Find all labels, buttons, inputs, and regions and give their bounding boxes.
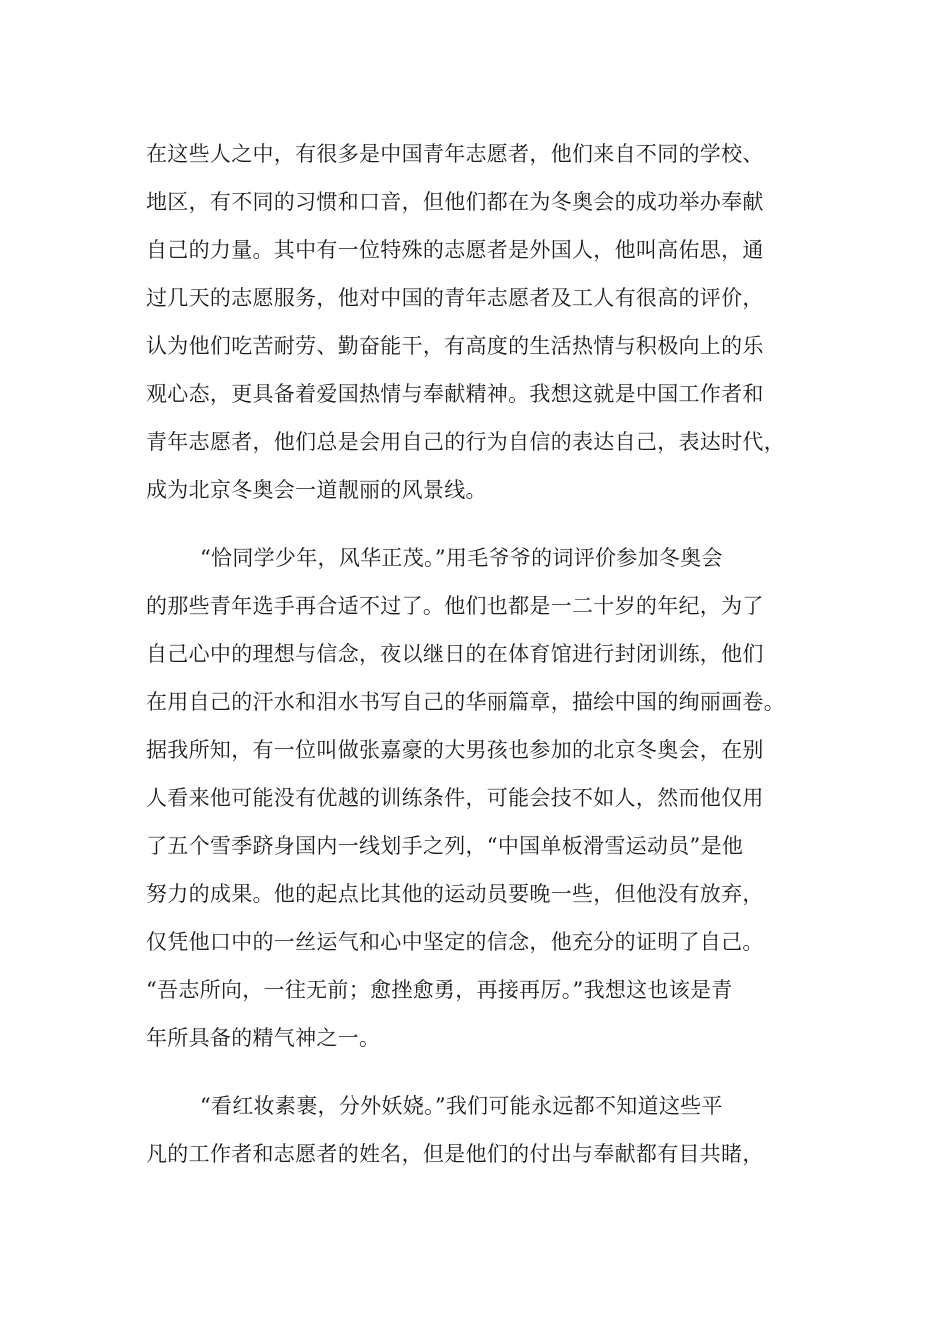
paragraph-1-line-8: 成为北京冬奥会一道靓丽的风景线。: [146, 478, 487, 502]
paragraph-1-line-7: 青年志愿者，他们总是会用自己的行为自信的表达自己，表达时代，: [146, 430, 785, 454]
paragraph-1-line-1: 在这些人之中，有很多是中国青年志愿者，他们来自不同的学校、: [146, 142, 764, 166]
paragraph-2-line-7: 了五个雪季跻身国内一线划手之列，“中国单板滑雪运动员”是他: [146, 834, 744, 858]
paragraph-2-line-1: “恰同学少年，风华正茂。”用毛爷爷的词评价参加冬奥会: [200, 546, 723, 570]
paragraph-3-line-2: 凡的工作者和志愿者的姓名，但是他们的付出与奉献都有目共睹，: [146, 1142, 764, 1166]
paragraph-2-line-11: 年所具备的精气神之一。: [146, 1026, 381, 1050]
paragraph-3-line-1: “看红妆素裹，分外妖娆。”我们可能永远都不知道这些平: [200, 1094, 723, 1118]
paragraph-1-line-2: 地区，有不同的习惯和口音，但他们都在为冬奥会的成功举办奉献: [146, 190, 764, 214]
paragraph-1-line-4: 过几天的志愿服务，他对中国的青年志愿者及工人有很高的评价，: [146, 286, 764, 310]
paragraph-1-line-5: 认为他们吃苦耐劳、勤奋能干，有高度的生活热情与积极向上的乐: [146, 334, 764, 358]
paragraph-2-line-2: 的那些青年选手再合适不过了。他们也都是一二十岁的年纪，为了: [146, 594, 764, 618]
paragraph-2-line-5: 据我所知，有一位叫做张嘉豪的大男孩也参加的北京冬奥会，在别: [146, 738, 764, 762]
paragraph-2-line-6: 人看来他可能没有优越的训练条件，可能会技不如人，然而他仅用: [146, 786, 764, 810]
paragraph-2-line-9: 仅凭他口中的一丝运气和心中坚定的信念，他充分的证明了自己。: [146, 930, 764, 954]
paragraph-2-line-4: 在用自己的汗水和泪水书写自己的华丽篇章，描绘中国的绚丽画卷。: [146, 690, 785, 714]
paragraph-2-line-10: “吾志所向，一往无前；愈挫愈勇，再接再厉。”我想这也该是青: [146, 978, 733, 1002]
paragraph-2-line-3: 自己心中的理想与信念，夜以继日的在体育馆进行封闭训练，他们: [146, 642, 764, 666]
paragraph-1-line-6: 观心态，更具备着爱国热情与奉献精神。我想这就是中国工作者和: [146, 382, 764, 406]
paragraph-2-line-8: 努力的成果。他的起点比其他的运动员要晚一些，但他没有放弃，: [146, 882, 764, 906]
paragraph-1-line-3: 自己的力量。其中有一位特殊的志愿者是外国人，他叫高佑思，通: [146, 238, 764, 262]
